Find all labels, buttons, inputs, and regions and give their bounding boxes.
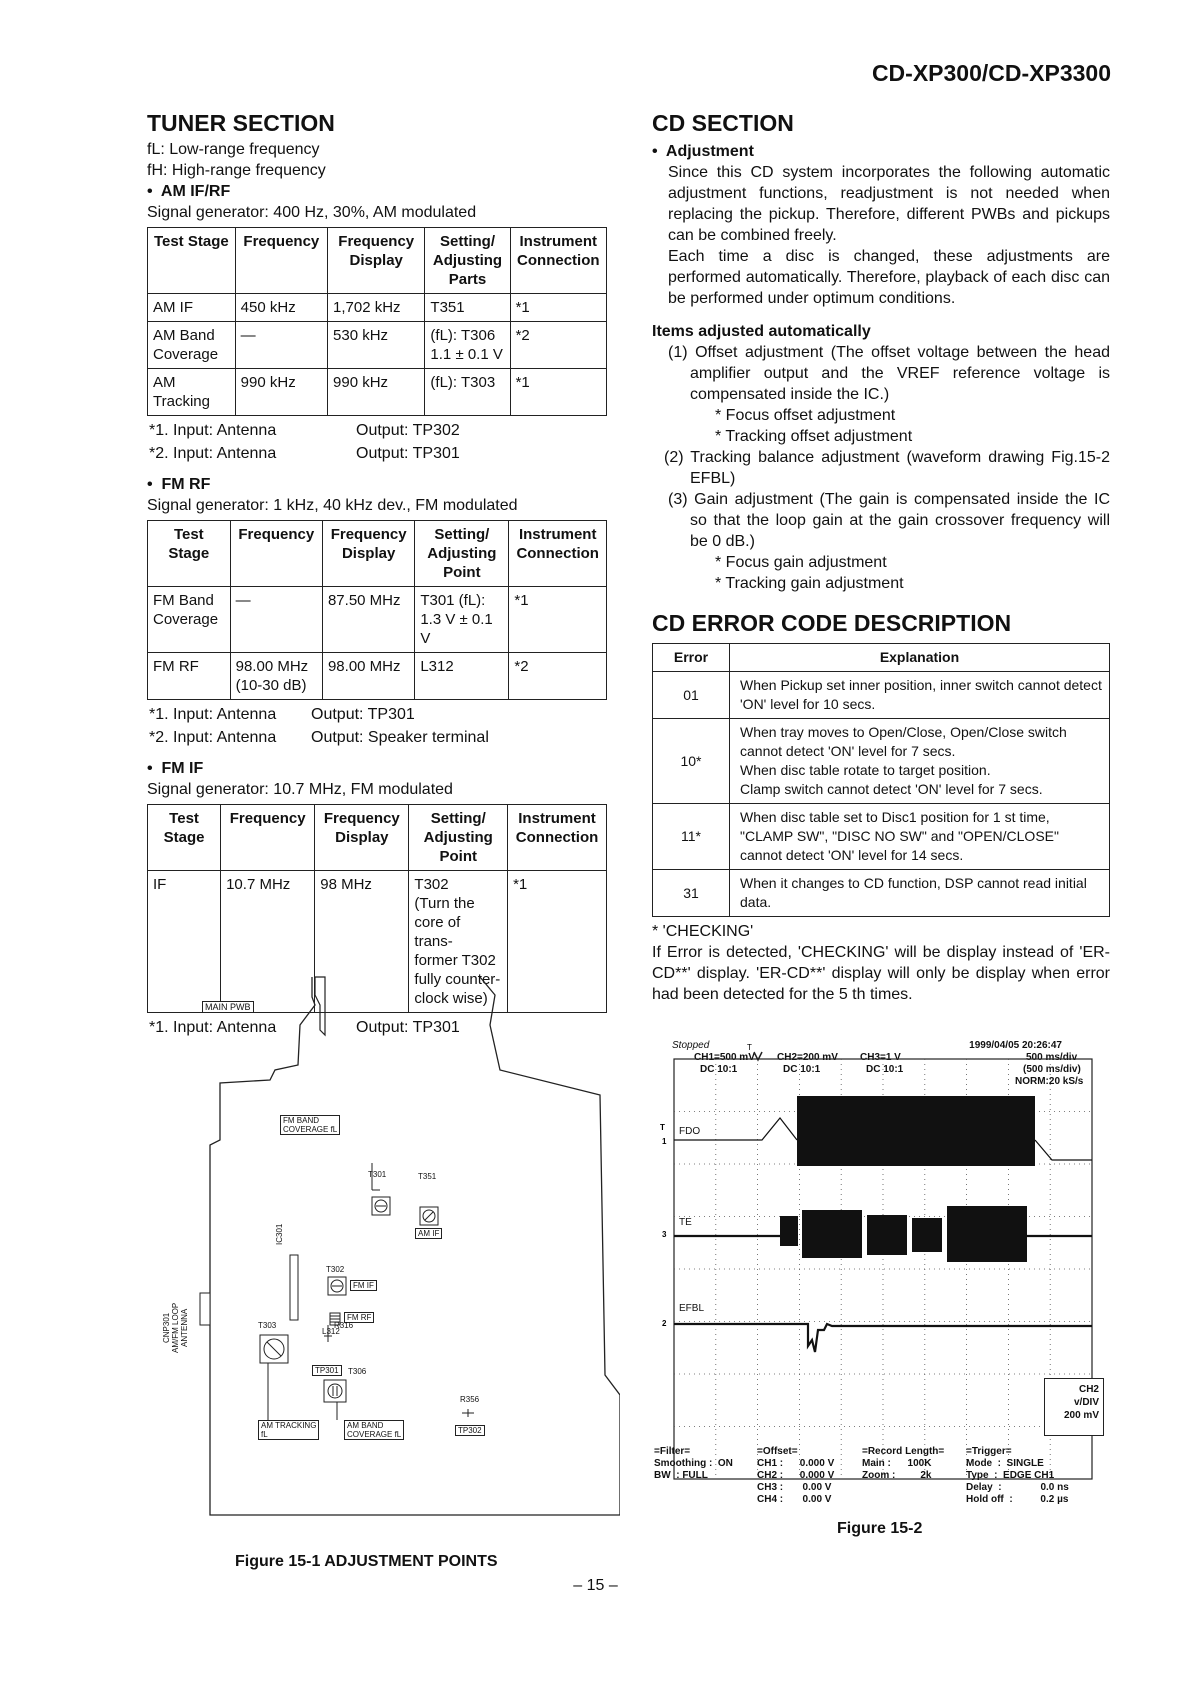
error-code: 10*: [653, 719, 730, 804]
items-heading: Items adjusted automatically: [652, 323, 871, 340]
note-input: *2. Input: Antenna: [149, 445, 277, 462]
table-cell: 10.7 MHz: [221, 871, 315, 1013]
trace-fdo-label: FDO: [679, 1126, 701, 1137]
cd-para-2: Each time a disc is changed, these adjustments are performed automatically. Therefore, playback of each disc can be performed under optimum conditions.: [668, 248, 1110, 307]
item-1-sub-2: * Tracking offset adjustment: [715, 428, 913, 445]
page-number: – 15 –: [573, 1577, 618, 1594]
t351-label: T351: [418, 1172, 437, 1181]
header-row: [653, 644, 1110, 672]
cd-title: CD SECTION: [652, 110, 794, 136]
fmrf-signal: Signal generator: 1 kHz, 40 kHz dev., FM modulated: [147, 497, 518, 514]
note-input: *2. Input: Antenna: [149, 729, 277, 746]
t303-label: T303: [258, 1321, 277, 1330]
table-cell: FM RF: [148, 653, 231, 700]
tp301-label: TP301: [312, 1365, 342, 1376]
column-header: Frequency Display: [328, 228, 425, 294]
table-cell: 530 kHz: [328, 322, 425, 369]
table-cell: FM Band Coverage: [148, 587, 231, 653]
table-row: [148, 369, 607, 416]
item-1-sub-1: * Focus offset adjustment: [715, 407, 896, 424]
column-header: Setting/ Adjusting Parts: [425, 228, 510, 294]
svg-text:T: T: [660, 1123, 665, 1132]
column-header: Test Stage: [148, 805, 221, 871]
item-3-sub-2: * Tracking gain adjustment: [715, 575, 904, 592]
pcb-outline: [150, 975, 620, 1535]
table-cell: —: [235, 322, 327, 369]
table-cell: 98.00 MHz: [322, 653, 414, 700]
table-cell: (fL): T303: [425, 369, 510, 416]
tuner-section: [147, 110, 607, 1040]
table-row: [653, 870, 1110, 917]
figure-15-2-caption: Figure 15-2: [837, 1520, 923, 1537]
table-cell: *1: [510, 294, 606, 322]
svg-text:T: T: [747, 1043, 752, 1052]
note-row: [149, 704, 489, 725]
table-cell: L312: [415, 653, 509, 700]
table-cell: T301 (fL): 1.3 V ± 0.1 V: [415, 587, 509, 653]
model-title: CD-XP300/CD-XP3300: [871, 60, 1111, 86]
table-cell: 450 kHz: [235, 294, 327, 322]
r356-label: R356: [460, 1395, 480, 1404]
column-header: Frequency Display: [322, 521, 414, 587]
r316-label: R316: [334, 1321, 354, 1330]
fm-if-label: FM IF: [350, 1280, 377, 1291]
fh-definition: fH: High-range frequency: [147, 162, 326, 179]
t302-label: T302: [326, 1265, 345, 1274]
scope-offset: =Offset= CH1 : 0.000 V CH2 : 0.000 V CH3 : 0.00 V CH4 : 0.00 V: [757, 1446, 835, 1505]
amif-notes: [147, 418, 462, 466]
note-output: Output: TP301: [311, 706, 415, 723]
header-row: [148, 805, 607, 871]
table-row: [653, 719, 1110, 804]
table-cell: 87.50 MHz: [322, 587, 414, 653]
error-code-title: CD ERROR CODE DESCRIPTION: [652, 610, 1012, 636]
fm-band-coverage-label: FM BAND COVERAGE fL: [280, 1115, 340, 1135]
cnp301-label: CNP301 AM/FM LOOP ANTENNA: [162, 1302, 189, 1353]
am-band-coverage-label: AM BAND COVERAGE fL: [344, 1420, 404, 1440]
amif-signal: Signal generator: 400 Hz, 30%, AM modulated: [147, 204, 477, 221]
l312-label: L312: [322, 1327, 340, 1336]
scope-record-length: =Record Length= Main : 100K Zoom : 2k: [862, 1446, 945, 1481]
tuner-title: TUNER SECTION: [147, 110, 335, 136]
scope-figure: [652, 1040, 1112, 1510]
table-row: [148, 587, 607, 653]
table-row: [148, 294, 607, 322]
cd-section: [652, 110, 1110, 1005]
checking-label: * 'CHECKING': [652, 923, 754, 940]
error-code: 11*: [653, 804, 730, 870]
table-row: [653, 672, 1110, 719]
table-cell: T302 (Turn the core of trans- former T302 fully counter- clock wise): [409, 871, 508, 1013]
column-header: Test Stage: [148, 228, 236, 294]
table-row: [148, 653, 607, 700]
table-row: [148, 322, 607, 369]
table-cell: (fL): T306 1.1 ± 0.1 V: [425, 322, 510, 369]
note-row: [149, 443, 460, 464]
scope-datetime: 1999/04/05 20:26:47: [969, 1040, 1062, 1051]
ch1-setting: CH1=500 mV: [694, 1052, 755, 1063]
tp302-label: TP302: [455, 1425, 485, 1436]
column-header: Frequency Display: [315, 805, 409, 871]
ch2-setting: CH2=200 mV: [777, 1052, 838, 1063]
table-row: [653, 804, 1110, 870]
fmrf-notes: [147, 702, 491, 750]
note-row: [149, 420, 460, 441]
column-header: Explanation: [730, 644, 1110, 672]
svg-text:3: 3: [662, 1230, 667, 1239]
header-row: [148, 228, 607, 294]
trace-efbl-label: EFBL: [679, 1303, 705, 1314]
item-3-sub-1: * Focus gain adjustment: [715, 554, 887, 571]
column-header: Error: [653, 644, 730, 672]
column-header: Setting/ Adjusting Point: [409, 805, 508, 871]
timebase-zoom: (500 ms/div): [1023, 1064, 1081, 1075]
ic301-label: IC301: [275, 1223, 284, 1245]
table-cell: AM IF: [148, 294, 236, 322]
timebase: 500 ms/div: [1026, 1052, 1078, 1063]
table-cell: *1: [510, 369, 606, 416]
fm-rf-label: FM RF: [344, 1312, 374, 1323]
table-cell: IF: [148, 871, 221, 1013]
column-header: Frequency: [235, 228, 327, 294]
table-cell: *2: [509, 653, 607, 700]
ch2-scale-box: CH2 v/DIV 200 mV: [1044, 1378, 1104, 1436]
svg-text:2: 2: [662, 1319, 667, 1328]
column-header: Instrument Connection: [508, 805, 607, 871]
adjustment-heading: • Adjustment: [652, 143, 754, 160]
amif-heading: • AM IF/RF: [147, 183, 231, 200]
column-header: Instrument Connection: [510, 228, 606, 294]
sample-rate: NORM:20 kS/s: [1015, 1076, 1084, 1087]
fl-definition: fL: Low-range frequency: [147, 141, 320, 158]
am-tracking-label: AM TRACKING fL: [258, 1420, 319, 1440]
amif-table: [147, 227, 607, 416]
table-cell: 990 kHz: [328, 369, 425, 416]
column-header: Test Stage: [148, 521, 231, 587]
ch1-coupling: DC 10:1: [700, 1064, 738, 1075]
fmrf-heading: • FM RF: [147, 476, 211, 493]
ch3-coupling: DC 10:1: [866, 1064, 904, 1075]
error-explanation: When it changes to CD function, DSP cannot read initial data.: [730, 870, 1110, 917]
fmif-heading: • FM IF: [147, 760, 204, 777]
table-cell: 98 MHz: [315, 871, 409, 1013]
item-2: (2) Tracking balance adjustment (waveform drawing Fig.15-2 EFBL): [664, 449, 1110, 487]
table-cell: *1: [509, 587, 607, 653]
table-cell: *2: [510, 322, 606, 369]
error-code: 31: [653, 870, 730, 917]
error-explanation: When tray moves to Open/Close, Open/Close switch cannot detect 'ON' level for 7 secs. When disc table rotate to target position. Clamp switch cannot detect 'ON' level for 7 secs.: [730, 719, 1110, 804]
note-row: [149, 727, 489, 748]
scope-filter: =Filter= Smoothing : ON BW : FULL: [654, 1446, 733, 1481]
table-cell: T351: [425, 294, 510, 322]
error-code: 01: [653, 672, 730, 719]
main-pwb-label: MAIN PWB: [202, 1001, 254, 1013]
am-if-label: AM IF: [415, 1228, 442, 1239]
column-header: Instrument Connection: [509, 521, 607, 587]
error-table: [652, 643, 1110, 917]
column-header: Frequency: [230, 521, 322, 587]
figure-15-1-caption: Figure 15-1 ADJUSTMENT POINTS: [235, 1553, 498, 1570]
note-output: Output: TP301: [356, 1019, 460, 1036]
note-output: Output: Speaker terminal: [311, 729, 489, 746]
checking-text: If Error is detected, 'CHECKING' will be display instead of 'ER-CD**' display. 'ER-CD**' display will only be display when error had been detected for the 5 th times.: [652, 944, 1110, 1003]
table-cell: 1,702 kHz: [328, 294, 425, 322]
fmrf-table: [147, 520, 607, 700]
note-input: *1. Input: Antenna: [149, 1019, 277, 1036]
note-output: Output: TP302: [356, 422, 460, 439]
header-row: [148, 521, 607, 587]
ch2-coupling: DC 10:1: [783, 1064, 821, 1075]
t306-label: T306: [348, 1367, 367, 1376]
table-cell: AM Tracking: [148, 369, 236, 416]
scope-trigger: =Trigger= Mode : SINGLE Type : EDGE CH1 Delay : 0.0 ns Hold off : 0.2 µs: [966, 1446, 1069, 1505]
table-cell: AM Band Coverage: [148, 322, 236, 369]
fmif-signal: Signal generator: 10.7 MHz, FM modulated: [147, 781, 453, 798]
cd-para-1: Since this CD system incorporates the following automatic adjustment functions, readjustment is not needed when replacing the pickup. Therefore, different PWBs and pickups can be combined freely.: [668, 164, 1110, 244]
item-1: (1) Offset adjustment (The offset voltage between the head amplifier output and the VREF reference voltage is compensated inside the IC.): [668, 344, 1110, 403]
scope-status: Stopped: [672, 1040, 710, 1051]
table-cell: 98.00 MHz (10-30 dB): [230, 653, 322, 700]
pcb-figure: [150, 975, 620, 1535]
table-cell: —: [230, 587, 322, 653]
t301-label: T301: [368, 1170, 387, 1179]
svg-text:1: 1: [662, 1137, 667, 1146]
table-cell: 990 kHz: [235, 369, 327, 416]
note-input: *1. Input: Antenna: [149, 706, 277, 723]
ch3-setting: CH3=1 V: [860, 1052, 901, 1063]
error-explanation: When Pickup set inner position, inner switch cannot detect 'ON' level for 10 secs.: [730, 672, 1110, 719]
trace-te-label: TE: [679, 1217, 692, 1228]
table-cell: *1: [508, 871, 607, 1013]
error-explanation: When disc table set to Disc1 position for 1 st time, "CLAMP SW", "DISC NO SW" and "OPEN/CLOSE" cannot detect 'ON' level for 14 secs.: [730, 804, 1110, 870]
column-header: Frequency: [221, 805, 315, 871]
scope-screen: [652, 1040, 1112, 1510]
note-input: *1. Input: Antenna: [149, 422, 277, 439]
column-header: Setting/ Adjusting Point: [415, 521, 509, 587]
note-output: Output: TP301: [356, 445, 460, 462]
item-3: (3) Gain adjustment (The gain is compensated inside the IC so that the loop gain at the gain crossover frequency will be 0 dB.): [668, 491, 1110, 550]
